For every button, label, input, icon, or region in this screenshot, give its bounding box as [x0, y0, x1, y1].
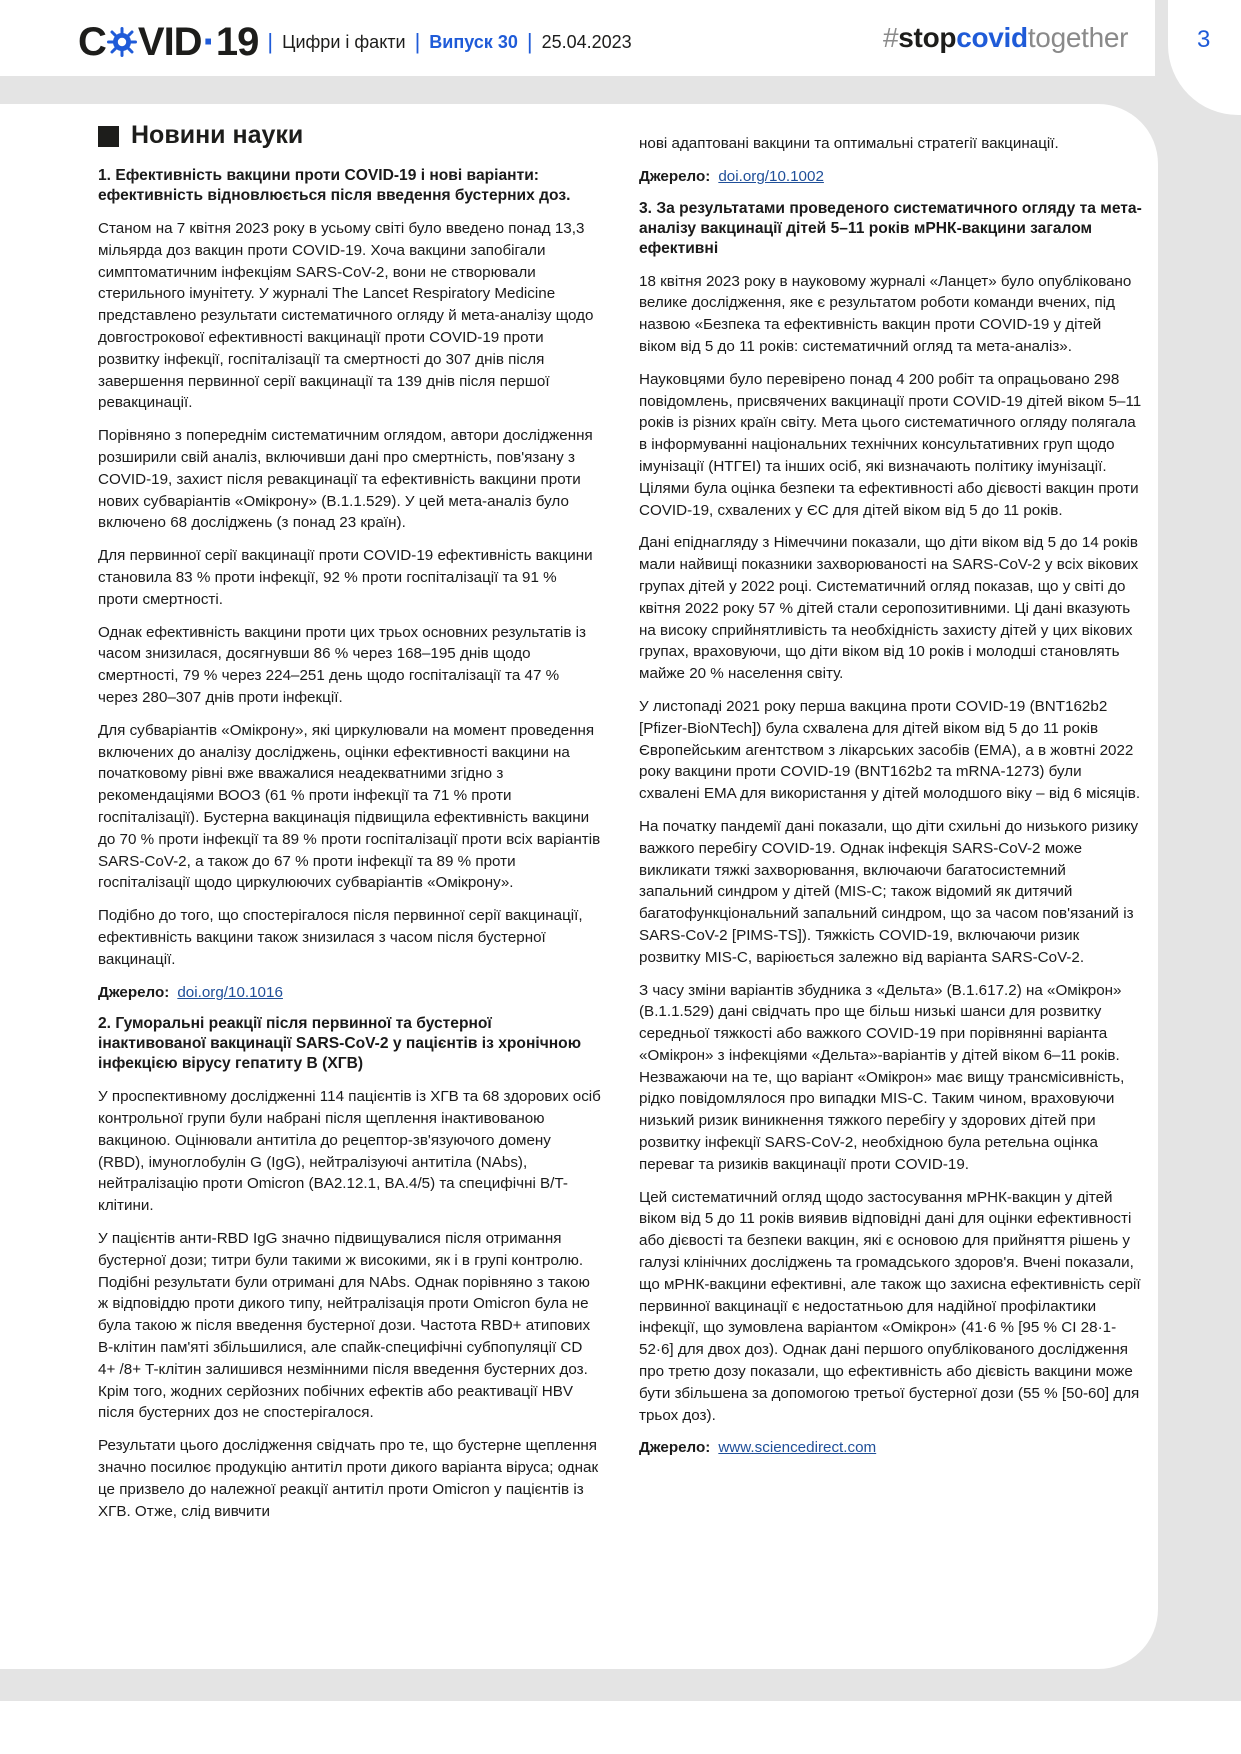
- article-3-paragraph: 18 квітня 2023 року в науковому журналі «Ланцет» було опубліковано велике дослідження, яке є результатом роботи команди вчених, під назвою «Безпека та ефективність вакцин проти COVID-19 у дітей віком від 5 до 11 років: систематичний огляд та мета-аналіз».: [639, 272, 1132, 355]
- source-link[interactable]: doi.org/10.1016: [177, 983, 283, 1001]
- article-3-paragraph: Науковцями було перевірено понад 4 200 робіт та опрацьовано 298 повідомлень, присвячених вакцинації проти COVID-19 дітей віком 5–11 років із різних країн світу. Мета цього систематичного огляду полягала в інформуванні національних технічних консультативних груп щодо імунізації (НТГЕІ) та інших осіб, які визначають політику імунізації. Цілями була оцінка безпеки та ефективності або дієвості вакцин проти COVID-19, схвалених у ЄС для дітей віком від 5 до 11 років.: [639, 370, 1142, 519]
- article-2-title: 2. Гуморальні реакції після первинної та бустерної інактивованої вакцинації SARS-CoV-2 у пацієнтів із хронічною інфекцією вірусу гепатиту B (ХГВ): [98, 1015, 582, 1073]
- article-2-source: [639, 166, 1142, 188]
- logo-letters-vid: VID: [137, 19, 202, 64]
- article-1-paragraph: Станом на 7 квітня 2023 року в усьому світі було введено понад 13,3 мільярда доз вакцин проти COVID-19. Хоча вакцини запобігали симптоматичним інфекціям SARS-CoV-2, вони не створювали стерильного імунітету. У журналі The Lancet Respiratory Medicine представлено результати систематичного огляду й мета-аналізу щодо довгострокової ефективності вакцинації проти COVID-19 проти розвитку інфекції, госпіталізації та смертності до 307 днів після завершення первинної серії вакцинації та 139 днів після першої ревакцинації.: [98, 220, 594, 412]
- article-3-paragraph: Цей систематичний огляд щодо застосування мРНК-вакцин у дітей віком від 5 до 11 років виявив відповідні дані для оцінки ефективності або дієвості та безпеки вакцин, які є основою для прийняття рішень у галузі клінічних досліджень та громадського здоров'я. Вчені показали, що мРНК-вакцини ефективні, але також що захисна ефективність серії первинної вакцинації є недостатньою для надійної профілактики інфекції, що зумовлена варіантом «Омікрон» (41·6 % [95 % CI 28·1-52·6] для двох доз). Однак дані першого опублікованого дослідження про третю дозу показали, що ефективність або дієвість вакцини може бути збільшена за допомогою третьої бустерної дози (55 % [50-60] для трьох доз).: [639, 1188, 1141, 1424]
- header-subtitle: Цифри і факти: [282, 31, 406, 52]
- source-label: Джерело:: [639, 1439, 711, 1457]
- left-column: [98, 120, 601, 1533]
- hashtag-stop: stop: [898, 22, 957, 53]
- hashtag-slogan: [883, 22, 1128, 54]
- hashtag-covid: covid: [956, 22, 1028, 53]
- virus-icon: [107, 27, 137, 57]
- article-2-paragraph: Результати цього дослідження свідчать про те, що бустерне щеплення значно посилює продукцію антитіл проти дикого варіанта віруса; однак це призвело до належної реакції антитіл проти Omicron у пацієнтів із ХГВ. Отже, слід вивчити: [98, 1437, 599, 1520]
- article-2-continuation: нові адаптовані вакцини та оптимальні стратегії вакцинації.: [639, 135, 1059, 152]
- article-3-source: [639, 1437, 1142, 1459]
- issue-date: 25.04.2023: [541, 31, 632, 52]
- article-1-paragraph: Порівняно з попереднім систематичним оглядом, автори дослідження розширили свій аналіз, включивши дані про смертність, пов'язану з COVID-19, захист після ревакцинації та ефективність вакцини проти нових субваріантів «Омікрону» (B.1.1.529). У цей мета-аналіз було включено 68 досліджень (з понад 23 країн).: [98, 427, 593, 532]
- issue-number: Випуск 30: [429, 31, 518, 52]
- article-2-paragraph: У проспективному дослідженні 114 пацієнтів із ХГВ та 68 здорових осіб контрольної групи були набрані після щеплення інактивованою вакциною. Оцінювали антитіла до рецептор-зв'язуючого домену (RBD), імуноглобулін G (IgG), нейтралізуючі антитіла (NAbs), нейтралізацію проти Omicron (BA2.12.1, BA.4/5) та специфічні B/T-клітини.: [98, 1088, 601, 1215]
- source-label: Джерело:: [639, 167, 711, 185]
- source-label: Джерело:: [98, 983, 170, 1001]
- source-link[interactable]: doi.org/10.1002: [718, 167, 824, 185]
- hashtag-together: together: [1027, 22, 1129, 53]
- right-column: [639, 133, 1142, 1470]
- article-1-source: [98, 982, 601, 1004]
- hashtag-hash: #: [883, 22, 899, 53]
- logo-letter-c: C: [78, 19, 106, 64]
- section-title-text: Новини науки: [131, 121, 304, 150]
- article-3-paragraph: На початку пандемії дані показали, що діти схильні до низького ризику важкого перебігу COVID-19. Однак інфекція SARS-CoV-2 може викликати тяжкі захворювання, включаючи багатосистемний запальний синдром у дітей (MIS-C; також відомий як дитячий багатофункціональний запальний синдром, що за часом пов'язаний із SARS-CoV-2 [PIMS-TS]). Тяжкість COVID-19, включаючи ризик розвитку MIS-C, варіюється залежно від варіанта SARS-CoV-2.: [639, 817, 1139, 966]
- article-3-paragraph: Дані епіднагляду з Німеччини показали, що діти віком від 5 до 14 років мали найвищі показники захворюваності на SARS-CoV-2 у всіх вікових групах дітей у 2022 році. Систематичний огляд показав, що у світі до квітня 2022 року 57 % дітей стали серопозитивними. Ці дані вказують на високу сприйнятливість та необхідність захисту дітей у цих вікових групах, враховуючи, що діти віком від 10 років і молодші становлять майже 20 % населення світу.: [639, 534, 1139, 683]
- source-link[interactable]: www.sciencedirect.com: [718, 1439, 877, 1457]
- article-1-title: 1. Ефективність вакцини проти COVID-19 і нові варіанти: ефективність відновлюється після введення бустерних доз.: [98, 167, 571, 204]
- header-separator: |: [414, 29, 421, 54]
- article-3-paragraph: З часу зміни варіантів збудника з «Дельта» (B.1.617.2) на «Омікрон» (B.1.1.529) дані свідчать про ще більш низькі шанси для розвитку середньої тяжкості або важкого COVID-19 при порівнянні варіанта «Омікрон» з інфекціями «Дельта»-варіантів у дітей віком 6–11 років. Незважаючи на те, що варіант «Омікрон» має вищу трансмісивність, рідко повідомлялося про випадки MIS-C. Таким чином, враховуючи низький ризик виникнення тяжкого перебігу у здорових дітей при розвитку інфекції SARS-CoV-2, необхідною була ретельна оцінка переваг та ризиків вакцинації проти COVID-19.: [639, 981, 1125, 1173]
- article-1-paragraph: Подібно до того, що спостерігалося після первинної серії вакцинації, ефективність вакцини також знизилася з часом після бустерної вакцинації.: [98, 907, 583, 968]
- article-2-paragraph: У пацієнтів анти-RBD IgG значно підвищувалися після отримання бустерної дози; титри були такими ж високими, як і в групі контролю. Подібні результати були отримані для NAbs. Однак порівняно з такою ж відповіддю проти дикого типу, нейтралізація проти Omicron була не була такою ж після введення бустерної дози. Частота RBD+ атипових B-клітин пам'яті збільшилися, але спайк-специфічні субпопуляції CD 4+ /8+ T-клітин залишився незмінними після введення бустерних доз. Крім того, жодних серйозних побічних ефектів або реактивації HBV після бустерних доз не спостерігалося.: [98, 1230, 591, 1422]
- covid19-logo: [78, 20, 258, 65]
- article-3-paragraph: У листопаді 2021 року перша вакцина проти COVID-19 (BNT162b2 [Pfizer-BioNTech]) була схвалена для дітей віком від 5 до 11 років Європейським агентством з лікарських засобів (EMA), а в жовтні 2022 року вакцини проти COVID-19 (BNT162b2 та mRNA-1273) були схвалені EMA для використання у дітей молодшого віку – від 6 місяців.: [639, 697, 1141, 803]
- section-bullet-icon: [98, 126, 119, 147]
- article-1-paragraph: Для первинної серії вакцинації проти COVID-19 ефективність вакцини становила 83 % проти інфекції, 92 % проти госпіталізації та 91 % проти смертності.: [98, 547, 593, 608]
- page-number: 3: [1197, 26, 1211, 53]
- logo-number: 19: [215, 19, 259, 64]
- article-1-paragraph: Для субваріантів «Омікрону», які циркулювали на момент проведення включених до аналізу досліджень, оцінки ефективності вакцини на початковому рівні вже вважалися неадекватними згідно з рекомендаціями ВООЗ (61 % проти інфекції та 71 % проти госпіталізації). Бустерна вакцинація підвищила ефективність вакцини до 70 % проти інфекції та 89 % проти госпіталізації проти всіх варіантів SARS-CoV-2, а також до 67 % проти інфекції та 89 % проти госпіталізації щодо циркулюючих субваріантів «Омікрону».: [98, 721, 601, 892]
- logo-dot: ·: [202, 19, 215, 64]
- header-separator: |: [267, 29, 274, 54]
- page-header: [78, 18, 632, 66]
- article-1-paragraph: Однак ефективність вакцини проти цих трьох основних результатів із часом знизилася, досягнувши 86 % через 168–195 днів щодо смертності, 79 % через 224–251 день щодо госпіталізації та 47 % через 280–307 днів проти інфекції.: [98, 623, 586, 706]
- header-separator: |: [526, 29, 533, 54]
- article-3-title: 3. За результатами проведеного систематичного огляду та мета-аналізу вакцинації дітей 5–11 років мРНК-вакцини загалом ефективні: [639, 199, 1142, 257]
- section-title: [98, 120, 601, 152]
